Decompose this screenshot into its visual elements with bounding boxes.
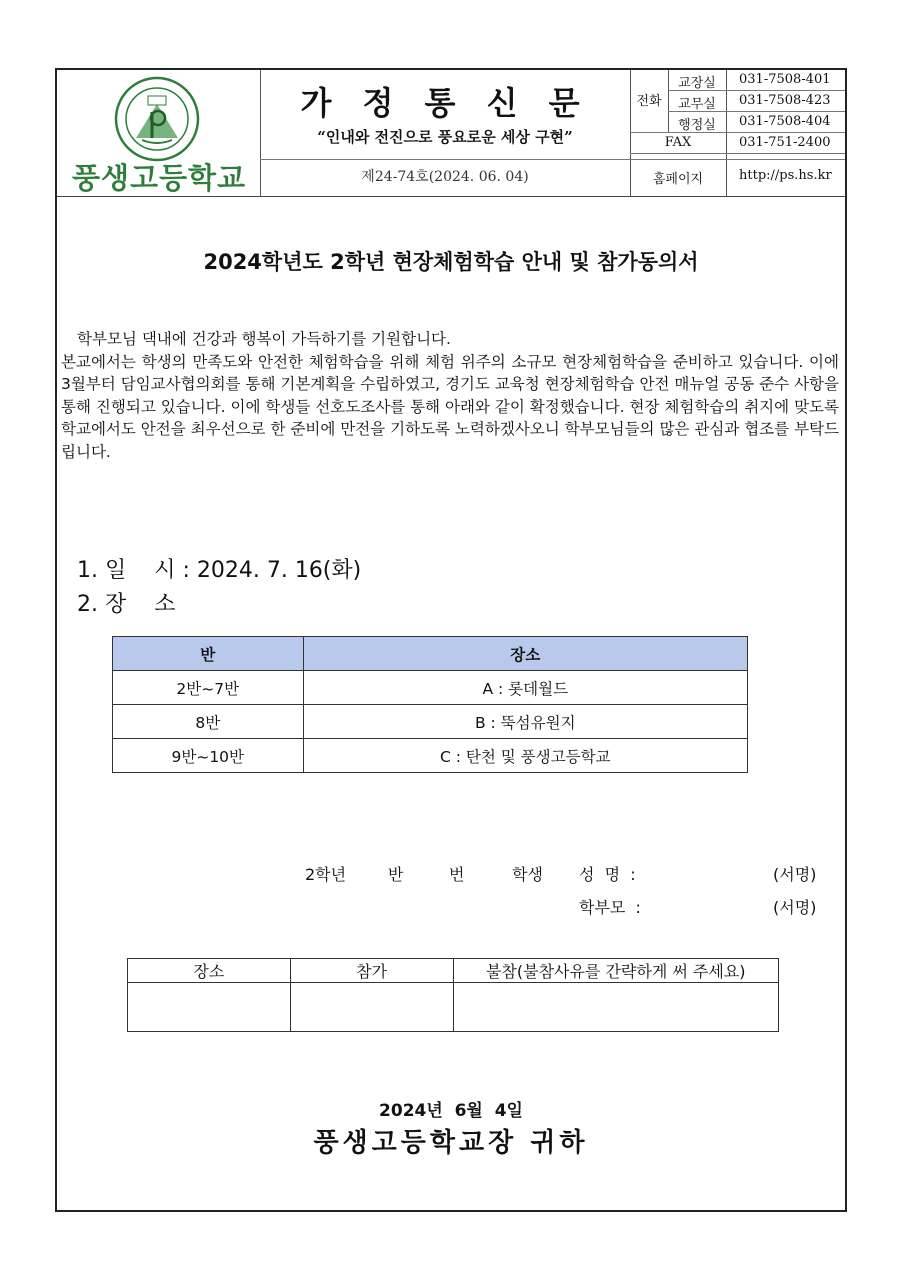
phone-principal-label: 교장실 [678,76,716,91]
table-row [113,705,748,739]
homepage-url[interactable]: http://ps.hs.kr [739,168,832,183]
fax-number: 031-751-2400 [739,135,831,150]
phone-admin-label: 행정실 [678,118,716,133]
sign-number[interactable]: 번 [449,865,465,884]
table-row [128,983,779,1032]
cell-class: 8반 [113,705,304,739]
closing-recipient: 풍생고등학교장 귀하 [313,1128,589,1158]
school-slogan: “인내와 전진으로 풍요로운 세상 구현” [317,128,573,146]
document-frame [55,68,847,1212]
table-row [113,739,748,773]
header-absent: 불참(불참사유를 간략하게 써 주세요) [453,959,779,983]
phone-admin-number: 031-7508-404 [739,114,831,129]
place-input-cell[interactable] [128,983,291,1032]
attend-input-cell[interactable] [290,983,453,1032]
issue-number: 제24-74호(2024. 06. 04) [361,169,529,185]
item-date-label: 1. 일 시 : 2024. 7. 16(화) [77,558,362,583]
table-row [113,671,748,705]
item-place-label: 2. 장 소 [77,592,176,617]
cell-class: 9반~10반 [113,739,304,773]
header-class: 반 [113,637,304,671]
school-seal-icon [114,76,200,162]
cell-class: 2반~7반 [113,671,304,705]
cell-place: A : 롯데월드 [303,671,747,705]
item-date [77,553,361,584]
header-place: 장소 [128,959,291,983]
absent-reason-input-cell[interactable] [453,983,779,1032]
homepage-label: 홈페이지 [652,172,704,187]
issue-date: 2024년 6월 4일 [379,1101,523,1121]
page-title: 가 정 통 신 문 [300,84,590,122]
school-logo [57,70,260,196]
phone-academic-number: 031-7508-423 [739,93,831,108]
parent-signature-field[interactable]: (서명) [773,898,817,917]
student-signature-field[interactable]: (서명) [773,865,817,884]
sign-class[interactable]: 반 [388,865,404,884]
header-attend: 참가 [290,959,453,983]
intro-body: 본교에서는 학생의 만족도와 안전한 체험학습을 위해 체험 위주의 소규모 현장체험학습을 준비하고 있습니다. 이에 3월부터 담임교사협의회를 통해 기본계획을 수립하였고, 경기도 교육청 현장체험학습 안전 매뉴얼 공동 준수 사항을 통해 진행되고 있습니다. 이에 학생들 선호도조사를 통해 아래와 같이 확정했습니다. 현장 체험학습의 취지에 맞도록 학교에서도 안전을 최우선으로 한 준비에 만전을 기하도록 노력하겠사오니 학부모님들의 많은 관심과 협조를 부탁드립니다. [61,352,839,461]
sign-grade: 2학년 [305,865,347,884]
attendance-table [127,958,779,1032]
sign-student-label: 학생 [512,865,543,884]
item-place [77,587,175,618]
letterhead [57,70,845,197]
phone-academic-label: 교무실 [678,97,716,112]
cell-place: C : 탄천 및 풍생고등학교 [303,739,747,773]
intro-greeting: 학부모님 댁내에 건강과 행복이 가득하기를 기원합니다. [77,330,451,348]
cell-place: B : 뚝섬유원지 [303,705,747,739]
sign-parent-label: 학부모 : [579,898,641,917]
table-header-row [113,637,748,671]
fax-label: FAX [664,135,692,150]
phone-principal-number: 031-7508-401 [739,72,831,87]
phone-label: 전화 [636,94,662,109]
document-title: 2024학년도 2학년 현장체험학습 안내 및 참가동의서 [203,250,699,274]
intro-text [61,328,839,463]
sign-name-label: 성 명 : [579,865,636,884]
header-place: 장소 [303,637,747,671]
school-name: 풍생고등학교 [71,161,247,195]
table-header-row [128,959,779,983]
places-table [112,636,748,773]
